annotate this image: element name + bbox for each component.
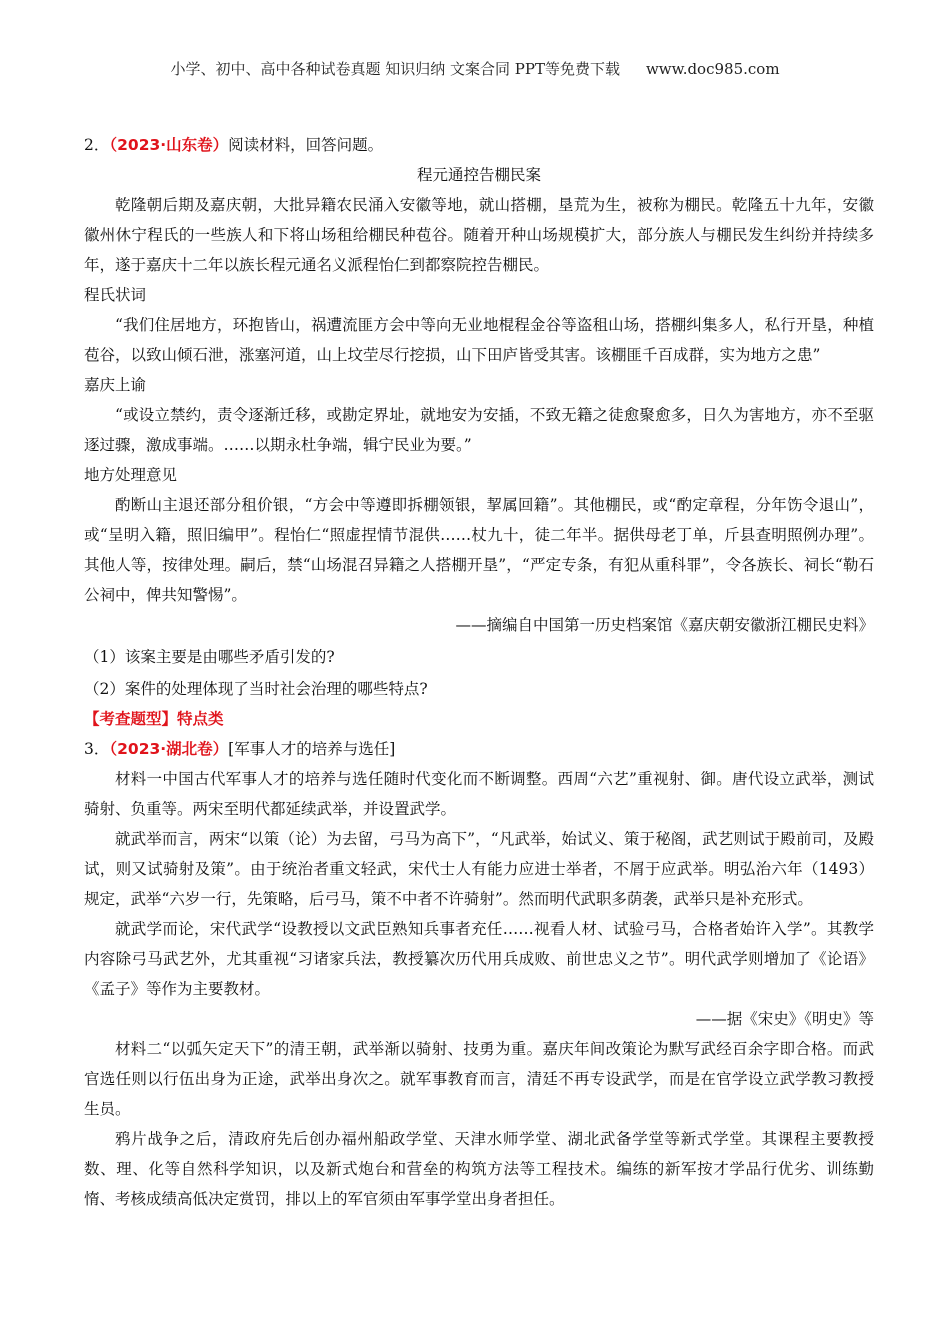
q2-number: 2． xyxy=(84,136,110,154)
q2-label-statement: 程氏状词 xyxy=(84,286,147,304)
q2-local-text: 酌断山主退还部分租价银，“方会中等遵即拆棚领银，挈属回籍”。其他棚民，或“酌定章程，分年饬令退山”，或“呈明入籍，照旧编甲”。程怡仁“照虚捏情节混供……杖九十，徒二年半。据供母老丁单，斤县查明照例办理”。其他人等，按律处理。嗣后，禁“山场混召异籍之人搭棚开垦”，“严定专条，有犯从重科罪”，令各族长、祠长“勒石公祠中，俾共知警惕”。 xyxy=(84,496,874,604)
q2-statement-text: “我们住居地方，环抱皆山，祸遭流匪方会中等向无业地棍程金谷等盗租山场，搭棚纠集多人，私行开垦，种植苞谷，以致山倾石泄，涨塞河道，山上坟茔尽行挖损，山下田庐皆受其害。该棚匪千百成群，实为地方之患” xyxy=(84,316,874,364)
q3-material2-p2: 鸦片战争之后，清政府先后创办福州船政学堂、天津水师学堂、湖北武备学堂等新式学堂。其课程主要教授数、理、化等自然科学知识，以及新式炮台和营垒的构筑方法等工程技术。编练的新军按才学品行优劣、训练勤惰、考核成绩高低决定赏罚，排以上的军官须由军事学堂出身者担任。 xyxy=(84,1130,874,1208)
q3-material1-p2: 就武举而言，两宋“以策（论）为去留，弓马为高下”，“凡武举，始试义、策于秘阁，武艺则试于殿前司，及殿试，则又试骑射及策”。由于统治者重文轻武，宋代士人有能力应进士举者，不屑于应武举。明弘治六年（1493）规定，武举“六岁一行，先策略，后弓马，策不中者不许骑射”。然而明代武职多荫袭，武举只是补充形式。 xyxy=(84,830,874,908)
document-body xyxy=(84,130,874,1214)
q3-heading xyxy=(84,734,874,764)
q3-material1-p3: 就武学而论，宋代武学“设教授以文武臣熟知兵事者充任……视看人材、试验弓马，合格者始许入学”。其教学内容除弓马武艺外，尤其重视“习诸家兵法，教授纂次历代用兵成败、前世忠义之节”。明代武学则增加了《论语》《孟子》等作为主要教材。 xyxy=(84,920,874,998)
question-type-line xyxy=(84,704,874,734)
q2-citation: ——摘编自中国第一历史档案馆《嘉庆朝安徽浙江棚民史料》 xyxy=(455,616,874,634)
q2-prompt: 阅读材料，回答问题。 xyxy=(228,136,384,154)
q2-material-title: 程元通控告棚民案 xyxy=(416,166,541,184)
q2-source-tag: （2023·山东卷） xyxy=(109,136,229,154)
q2-edict-text: “或设立禁约，责令逐渐迁移，或勘定界址，就地安为安插，不致无籍之徒愈聚愈多，日久为害地方，亦不至驱逐过骤，激成事端。……以期永杜争端，辑宁民业为要。” xyxy=(84,406,874,454)
header-url[interactable]: www.doc985.com xyxy=(645,60,780,78)
q2-label-local: 地方处理意见 xyxy=(84,466,178,484)
question-type-label: 【考查题型】 xyxy=(84,710,178,728)
q3-citation: ——据《宋史》《明史》等 xyxy=(695,1010,874,1028)
q3-topic: [军事人才的培养与选任] xyxy=(228,740,396,758)
q3-source-tag: （2023·湖北卷） xyxy=(109,740,229,758)
q3-number: 3． xyxy=(84,740,110,758)
q3-material2-p1: 材料二“以弧矢定天下”的清王朝，武举渐以骑射、技勇为重。嘉庆年间改策论为默写武经百余字即合格。而武官选任则以行伍出身为正途，武举出身次之。就军事教育而言，清廷不再专设武学，而是在官学设立武学教习教授生员。 xyxy=(84,1040,874,1118)
q3-material1-p1: 材料一中国古代军事人才的培养与选任随时代变化而不断调整。西周“六艺”重视射、御。唐代设立武举，测试骑射、负重等。两宋至明代都延续武举，并设置武学。 xyxy=(84,770,874,818)
q2-subquestion-2: （2）案件的处理体现了当时社会治理的哪些特点? xyxy=(84,680,428,698)
q2-heading xyxy=(84,130,874,160)
question-type-value: 特点类 xyxy=(177,710,224,728)
q2-subquestion-1: （1）该案主要是由哪些矛盾引发的? xyxy=(84,648,335,666)
header-text: 小学、初中、高中各种试卷真题 知识归纳 文案合同 PPT等免费下载 xyxy=(170,60,620,78)
q2-label-edict: 嘉庆上谕 xyxy=(84,376,147,394)
q2-intro: 乾隆朝后期及嘉庆朝，大批异籍农民涌入安徽等地，就山搭棚，垦荒为生，被称为棚民。乾隆五十九年，安徽徽州休宁程氏的一些族人和下将山场租给棚民种苞谷。随着开种山场规模扩大，部分族人与棚民发生纠纷并持续多年，遂于嘉庆十二年以族长程元通名义派程怡仁到都察院控告棚民。 xyxy=(84,196,874,274)
page-header xyxy=(0,58,950,79)
